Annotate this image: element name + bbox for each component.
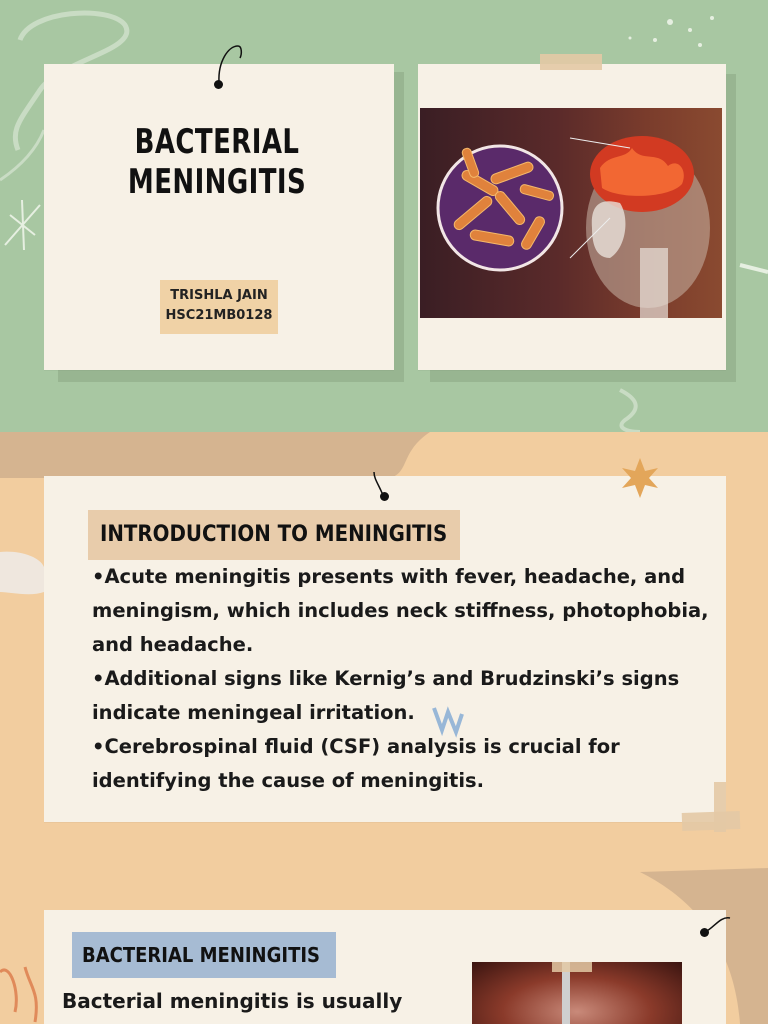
illustration-image <box>420 108 722 318</box>
intro-point-3: •Cerebrospinal fluid (CSF) analysis is crucial for identifying the cause of meningitis. <box>92 735 620 792</box>
intro-heading: INTRODUCTION TO MENINGITIS <box>88 510 460 560</box>
top-band <box>0 0 768 432</box>
surgical-image <box>472 962 682 1024</box>
pin-string-icon <box>370 468 394 502</box>
tape-decoration <box>540 54 602 70</box>
pin-string-icon <box>700 912 734 936</box>
tape-decoration <box>682 811 741 831</box>
intro-body <box>92 560 712 798</box>
page-title: BACTERIAL MENINGITIS <box>127 122 307 202</box>
author-badge <box>160 280 278 334</box>
intro-point-2: •Additional signs like Kernig’s and Brudzinski’s signs indicate meningeal irritation. <box>92 667 680 724</box>
brain-bacteria-illustration <box>420 108 722 318</box>
author-name: TRISHLA JAIN <box>170 288 268 303</box>
tape-decoration <box>714 782 726 832</box>
squiggle-icon <box>430 700 470 740</box>
bacterial-heading: BACTERIAL MENINGITIS <box>72 932 336 978</box>
author-id: HSC21MB0128 <box>165 308 273 323</box>
star-icon <box>618 456 662 500</box>
bacterial-body: Bacterial meningitis is usually <box>62 989 403 1013</box>
pin-string-icon <box>214 42 246 86</box>
intro-point-1: •Acute meningitis presents with fever, headache, and meningism, which includes neck stiffness, photophobia, and headache. <box>92 565 709 656</box>
